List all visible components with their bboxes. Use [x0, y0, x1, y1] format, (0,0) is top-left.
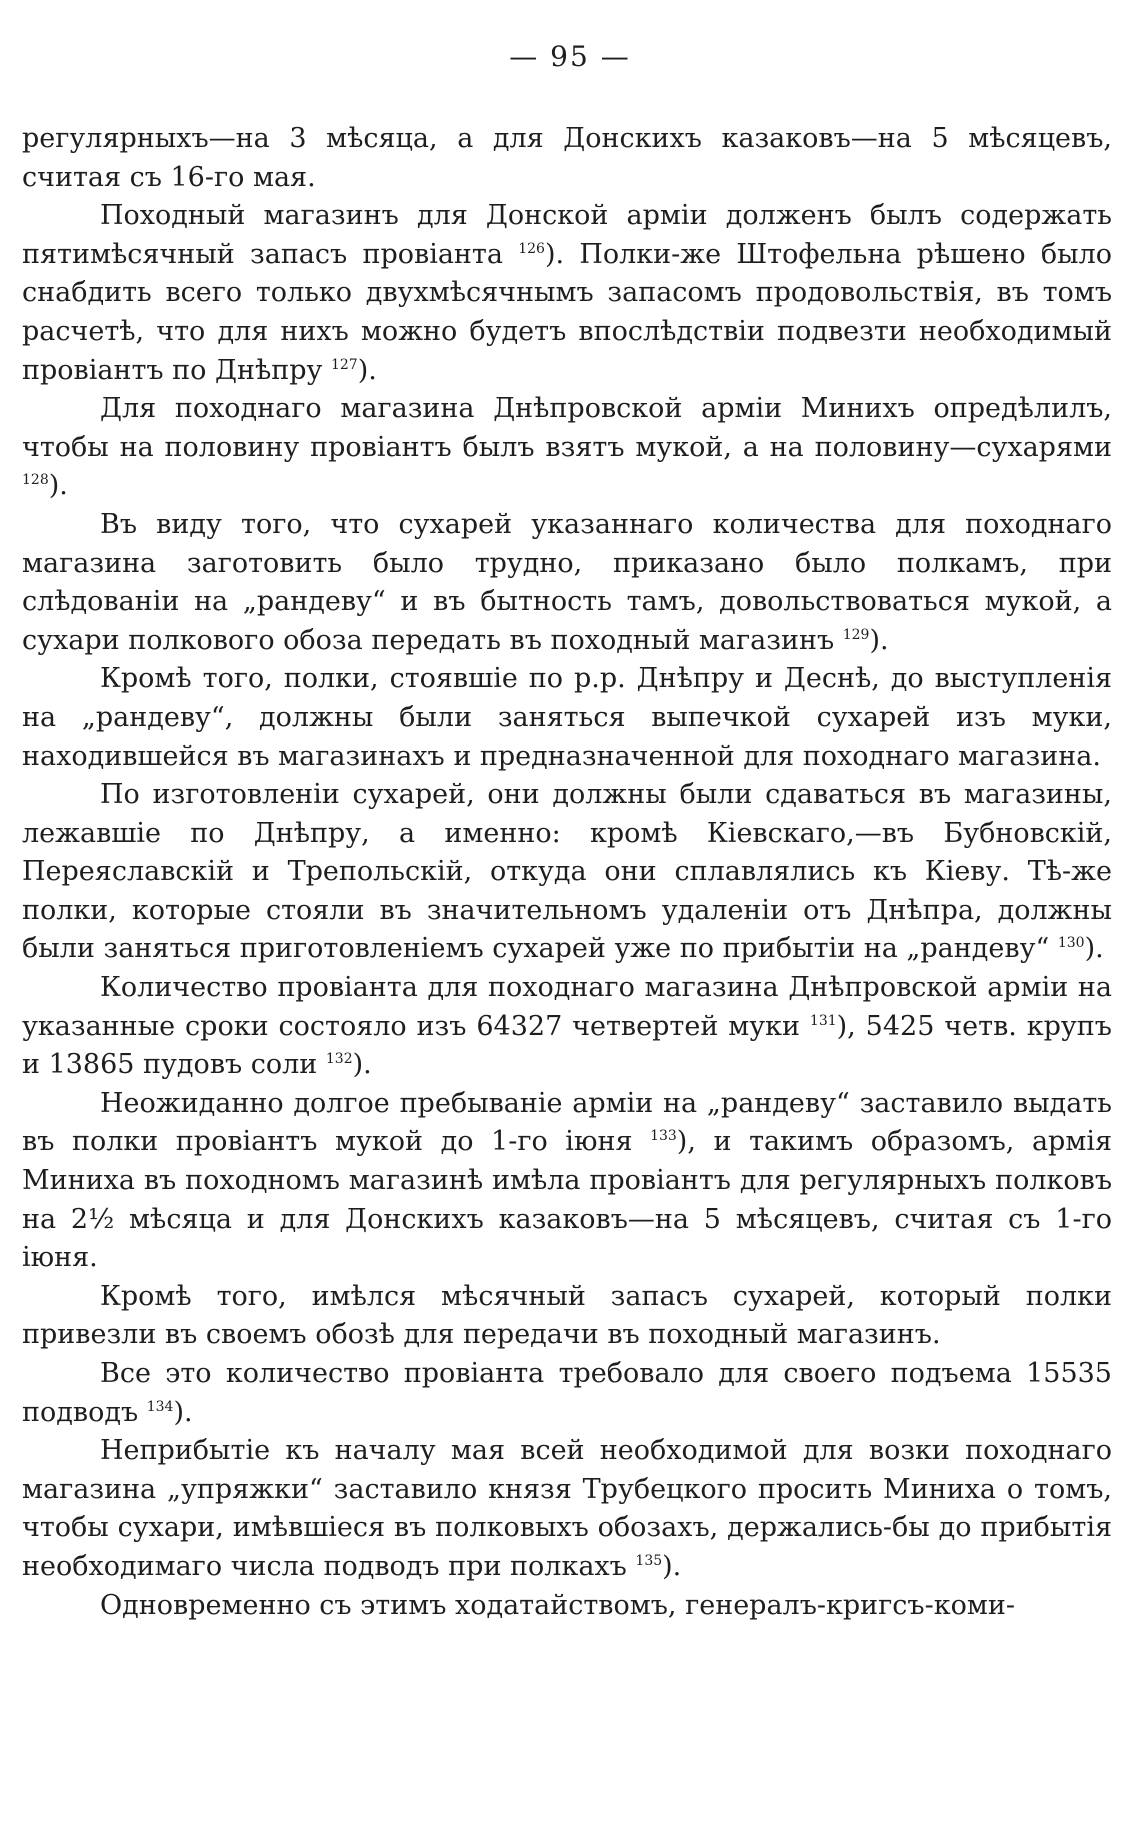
paragraph [22, 390, 1112, 506]
text-run: ). [173, 1396, 193, 1428]
text-run: ). [869, 624, 889, 656]
text-run: регулярныхъ—на 3 мѣсяца, а для Донскихъ казаковъ—на 5 мѣсяцевъ, считая съ 16-го мая. [22, 123, 1112, 193]
text-run: Неприбытіе къ началу мая всей необходимой для возки походнаго магазина „упряжки“ заставило князя Трубецкого просить Миниха о томъ, чтобы сухари, имѣвшіеся въ полковыхъ обозахъ, держались-бы до прибытія необходимаго числа подводъ при полкахъ [22, 1435, 1112, 1582]
text-run: ). [357, 354, 377, 386]
text-run: По изготовленіи сухарей, они должны были сдаваться въ магазины, лежавшіе по Днѣпру, а именно: кромѣ Кіевскаго,—въ Бубновскій, Переяславскій и Трепольскій, откуда они сплавлялись къ Кіеву. Тѣ-же полки, которые стояли въ значительномъ удаленіи отъ Днѣпра, должны были заняться приготовленіемъ сухарей уже по прибытіи на „рандеву“ [22, 779, 1112, 965]
footnote-ref: 129 [842, 626, 870, 643]
text-run: ), 5425 четв. крупъ и 13865 пудовъ соли [22, 1010, 1112, 1081]
text-run: Одновременно съ этимъ ходатайствомъ, генералъ-кригсъ-коми- [100, 1589, 1015, 1621]
paragraph [22, 1085, 1112, 1278]
footnote-ref: 128 [22, 472, 49, 489]
text-run: ). [1084, 933, 1104, 965]
paragraph [22, 776, 1112, 969]
paragraph [22, 1278, 1112, 1355]
paragraph [22, 1432, 1112, 1586]
text-run: Неожиданно долгое пребываніе арміи на „рандеву“ заставило выдать въ полки провіантъ мукой до 1-го іюня [22, 1087, 1112, 1158]
footnote-ref: 126 [518, 240, 545, 257]
text-run: Количество провіанта для походнаго магазина Днѣпровской арміи на указанные сроки состояло изъ 64327 четвертей муки [22, 972, 1112, 1042]
text-run: ). [48, 470, 68, 502]
footnote-ref: 135 [635, 1552, 663, 1569]
text-run: Для походнаго магазина Днѣпровской арміи Минихъ опредѣлилъ, чтобы на половину провіантъ былъ взятъ мукой, а на половину—сухарями [22, 393, 1112, 463]
footnote-ref: 133 [650, 1128, 677, 1145]
text-body [22, 120, 1112, 1625]
text-run: ), и такимъ образомъ, армія Миниха въ походномъ магазинѣ имѣла провіантъ для регулярныхъ полковъ на 2½ мѣсяца и для Донскихъ казаковъ—на 5 мѣсяцевъ, считая съ 1-го іюня. [22, 1126, 1112, 1274]
footnote-ref: 127 [330, 356, 358, 373]
text-run: Походный магазинъ для Донской арміи долженъ былъ содержать пятимѣсячный запасъ провіанта [22, 200, 1112, 270]
text-run: ). [352, 1049, 372, 1081]
paragraph [22, 120, 1112, 197]
text-run: Кромѣ того, полки, стоявшіе по р.р. Днѣпру и Деснѣ, до выступленія на „рандеву“, должны были заняться выпечкой сухарей изъ муки, находившейся въ магазинахъ и предназначенной для походнаго магазина. [22, 663, 1112, 772]
paragraph [22, 1587, 1112, 1626]
text-run: Все это количество провіанта требовало для своего подъема 15535 подводъ [22, 1358, 1112, 1428]
text-run: ). [662, 1550, 682, 1582]
text-run: ). Полки-же Штофельна рѣшено было снабдить всего только двухмѣсячнымъ запасомъ продовольствія, въ томъ расчетѣ, что для нихъ можно будетъ впослѣдствіи подвезти необходимый провіантъ по Днѣпру [22, 238, 1112, 386]
paragraph [22, 969, 1112, 1085]
page-number: — 95 — [509, 40, 631, 73]
paragraph [22, 660, 1112, 776]
paragraph [22, 1355, 1112, 1432]
paragraph [22, 506, 1112, 660]
footnote-ref: 134 [146, 1398, 174, 1415]
footnote-ref: 132 [325, 1051, 353, 1068]
footnote-ref: 130 [1057, 935, 1085, 952]
paragraph [22, 197, 1112, 390]
text-run: Кромѣ того, имѣлся мѣсячный запасъ сухарей, который полки привезли въ своемъ обозѣ для передачи въ походный магазинъ. [22, 1280, 1112, 1351]
text-run: Въ виду того, что сухарей указаннаго количества для походнаго магазина заготовить было трудно, приказано было полкамъ, при слѣдованіи на „рандеву“ и въ бытность тамъ, довольствоваться мукой, а сухари полкового обоза передать въ походный магазинъ [22, 508, 1112, 656]
footnote-ref: 131 [809, 1012, 837, 1029]
